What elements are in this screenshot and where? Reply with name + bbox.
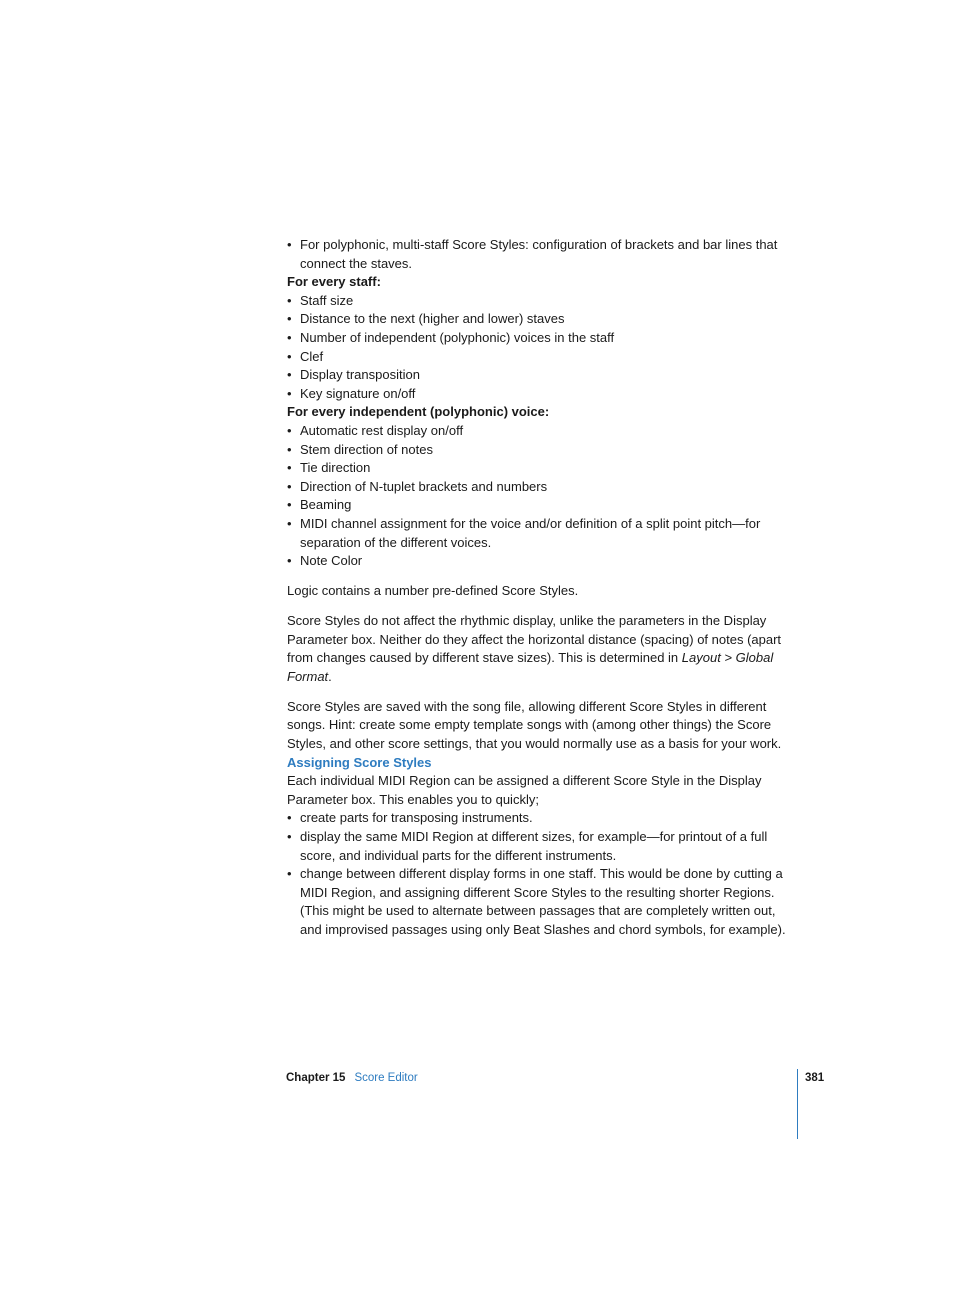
list-item: • Beaming: [287, 496, 797, 515]
rhythmic-text-end: .: [328, 668, 332, 684]
list-item: • display the same MIDI Region at different sizes, for example—for printout of a full score, and individual parts for the different instruments.: [287, 828, 797, 865]
list-item: • Direction of N-tuplet brackets and numbers: [287, 478, 797, 497]
predefined-paragraph: Logic contains a number pre-defined Score Styles.: [287, 583, 579, 599]
page-content: [287, 236, 797, 940]
voice-bullet-list: [287, 422, 797, 571]
page-number: 381: [805, 1072, 825, 1084]
list-item: • Stem direction of notes: [287, 441, 797, 460]
assign-bullet-list: [287, 809, 797, 939]
saved-paragraph: Score Styles are saved with the song file, allowing different Score Styles in different songs. Hint: create some empty template songs with (among other things) the Score Styles, and other score settings, that you would normally use as a basis for your work.: [287, 698, 782, 752]
list-item: • change between different display forms in one staff. This would be done by cutting a MIDI Region, and assigning different Score Styles to the resulting shorter Regions. (This might be used to alternate between passages that are completely written out, and improvised passages using only Beat Slashes and chord symbols, for example).: [287, 865, 797, 939]
assign-intro-paragraph: Each individual MIDI Region can be assigned a different Score Style in the Display Parameter box. This enables you to quickly;: [287, 773, 762, 807]
section-title: Assigning Score Styles: [287, 754, 432, 770]
rhythmic-text: Score Styles do not affect the rhythmic display, unlike the parameters in the Display Parameter box. Neither do they affect the horizontal distance (spacing) of notes (apart from changes caused by different stave sizes). This is determined in: [287, 613, 782, 666]
list-item: • Number of independent (polyphonic) voices in the staff: [287, 329, 797, 348]
staff-heading: For every staff:: [287, 274, 381, 290]
page-footer: [286, 1070, 418, 1086]
chapter-label: Chapter 15: [286, 1072, 346, 1084]
list-item: • For polyphonic, multi-staff Score Styles: configuration of brackets and bar lines that connect the staves.: [287, 236, 797, 273]
list-item: • Staff size: [287, 292, 797, 311]
list-item: • Distance to the next (higher and lower) staves: [287, 310, 797, 329]
staff-bullet-list: [287, 292, 797, 404]
chapter-title: Score Editor: [354, 1072, 418, 1084]
list-item: • Clef: [287, 348, 797, 367]
list-item: • Key signature on/off: [287, 385, 797, 404]
list-item: • create parts for transposing instruments.: [287, 809, 797, 828]
intro-bullet-list: [287, 236, 797, 273]
list-item: • Display transposition: [287, 366, 797, 385]
rhythmic-paragraph: [287, 612, 797, 686]
list-item: • MIDI channel assignment for the voice and/or definition of a split point pitch—for separation of the different voices.: [287, 515, 797, 552]
menu-path: Layout > Global Format: [287, 650, 774, 684]
voice-heading: For every independent (polyphonic) voice:: [287, 404, 550, 420]
list-item: • Tie direction: [287, 459, 797, 478]
list-item: • Automatic rest display on/off: [287, 422, 797, 441]
footer-divider: [797, 1069, 798, 1139]
list-item: • Note Color: [287, 552, 797, 571]
